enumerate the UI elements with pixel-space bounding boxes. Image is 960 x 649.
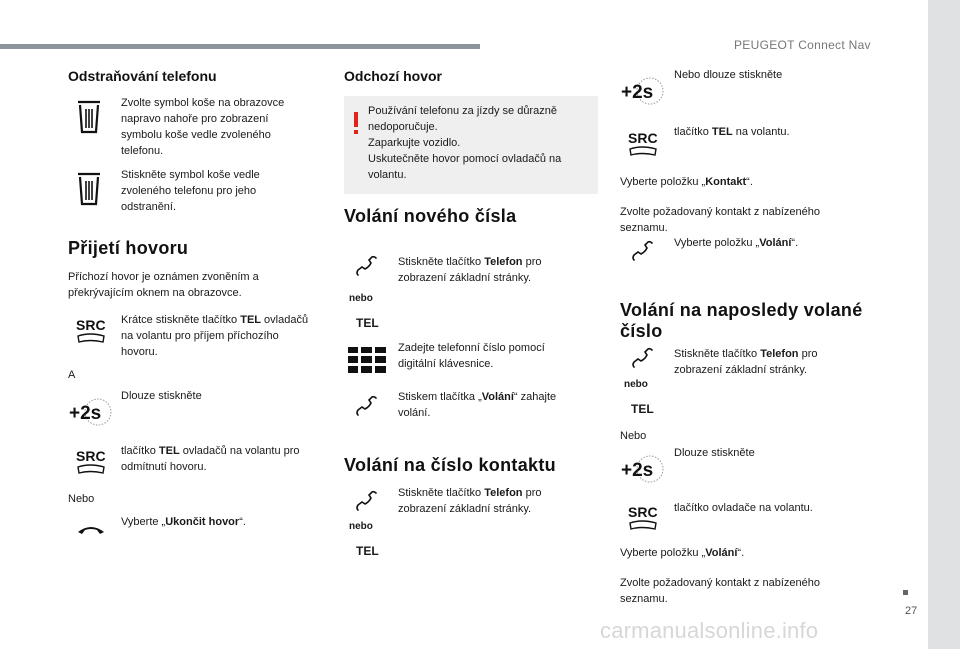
trash-icon xyxy=(76,172,102,206)
trash-icon xyxy=(76,100,102,134)
hold-2s-label: +2s xyxy=(621,82,654,103)
tel-label: TEL xyxy=(356,544,379,558)
src-label: SRC xyxy=(628,130,658,146)
tel-label: TEL xyxy=(356,316,379,330)
option-nebo: Nebo xyxy=(68,493,95,505)
src-label: SRC xyxy=(76,317,106,333)
heading-last-number: Volání na naposledy volané číslo xyxy=(620,300,863,341)
receive-intro: Příchozí hovor je oznámen zvoněním a překrývajícím oknem na obrazovce. xyxy=(68,271,259,299)
last-number-step-1: Stiskněte tlačítko Telefon pro zobrazení základní stránky. xyxy=(674,348,818,376)
choose-contact-step-2: Zvolte požadovaný kontakt z nabízeného seznamu. xyxy=(620,577,820,605)
heading-outgoing-call: Odchozí hovor xyxy=(344,68,442,84)
call-step: Stiskem tlačítka „Volání“ zahajte volání. xyxy=(398,391,557,419)
page-number: 27 xyxy=(905,605,918,617)
hang-up-icon xyxy=(76,522,106,536)
select-call-step: Vyberte položku „Volání“. xyxy=(674,237,799,249)
phone-handset-icon xyxy=(354,490,378,514)
watermark: carmanualsonline.info xyxy=(600,618,819,643)
hold-2s-label: +2s xyxy=(69,403,102,424)
heading-receive-call: Přijetí hovoru xyxy=(68,238,189,258)
tel-label: TEL xyxy=(631,402,654,416)
heading-new-number: Volání nového čísla xyxy=(344,206,517,226)
heading-contact-call: Volání na číslo kontaktu xyxy=(344,455,556,475)
new-number-step-1: Stiskněte tlačítko Telefon pro zobrazení základní stránky. xyxy=(398,256,542,284)
header-bar xyxy=(0,44,480,49)
src-steering-icon xyxy=(76,317,106,345)
hold-text: Dlouze stiskněte xyxy=(121,390,202,402)
page-end-marker xyxy=(903,590,908,595)
nebo-label: nebo xyxy=(349,521,373,532)
src-steering-icon xyxy=(628,130,658,158)
end-call-step: Vyberte „Ukončit hovor“. xyxy=(121,516,246,528)
select-contact-step: Vyberte položku „Kontakt“. xyxy=(620,176,753,188)
receive-step-1: Krátce stiskněte tlačítko TEL ovladačů na volantu pro příjem příchozího hovoru. xyxy=(121,314,309,358)
select-call-step-2: Vyberte položku „Volání“. xyxy=(620,547,745,559)
option-nebo: Nebo xyxy=(620,430,647,442)
src-steering-icon xyxy=(628,504,658,532)
hold-2s-icon xyxy=(68,396,114,428)
heading-remove-phone: Odstraňování telefonu xyxy=(68,68,217,84)
warning-box xyxy=(344,96,598,194)
phone-handset-icon xyxy=(630,347,654,371)
remove-step-2: Stiskněte symbol koše vedle zvoleného telefonu pro jeho odstranění. xyxy=(121,169,260,213)
option-a: A xyxy=(68,369,76,381)
reject-step: tlačítko TEL ovladačů na volantu pro odmítnutí hovoru. xyxy=(121,445,300,473)
keypad-step: Zadejte telefonní číslo pomocí digitální klávesnice. xyxy=(398,342,545,370)
choose-contact-step: Zvolte požadovaný kontakt z nabízeného seznamu. xyxy=(620,206,820,234)
remove-step-1: Zvolte symbol koše na obrazovce napravo nahoře pro zobrazení symbolu koše vedle zvoleného telefonu. xyxy=(121,97,285,157)
contact-step-1: Stiskněte tlačítko Telefon pro zobrazení základní stránky. xyxy=(398,487,542,515)
src-label: SRC xyxy=(628,504,658,520)
hold-2s-icon xyxy=(620,75,666,107)
hold-2s-icon xyxy=(620,453,666,485)
phone-handset-icon xyxy=(354,395,378,419)
brand-header: PEUGEOT Connect Nav xyxy=(734,38,871,52)
hold-text: Nebo dlouze stiskněte xyxy=(674,69,783,81)
src-step: tlačítko TEL na volantu. xyxy=(674,126,790,138)
phone-handset-icon xyxy=(354,255,378,279)
src-label: SRC xyxy=(76,448,106,464)
src-step-2: tlačítko ovladače na volantu. xyxy=(674,502,813,514)
nebo-label: nebo xyxy=(349,293,373,304)
hold-text-2: Dlouze stiskněte xyxy=(674,447,755,459)
phone-handset-icon xyxy=(630,240,654,264)
nebo-label: nebo xyxy=(624,379,648,390)
src-steering-icon xyxy=(76,448,106,476)
keypad-icon xyxy=(348,347,386,373)
warning-text: Používání telefonu za jízdy se důrazně nedoporučuje. Zaparkujte vozidlo. Uskutečněte hovor pomocí ovladačů na volantu. xyxy=(368,105,562,181)
warning-icon xyxy=(354,112,358,134)
page-margin-strip xyxy=(928,0,960,649)
hold-2s-label: +2s xyxy=(621,460,654,481)
